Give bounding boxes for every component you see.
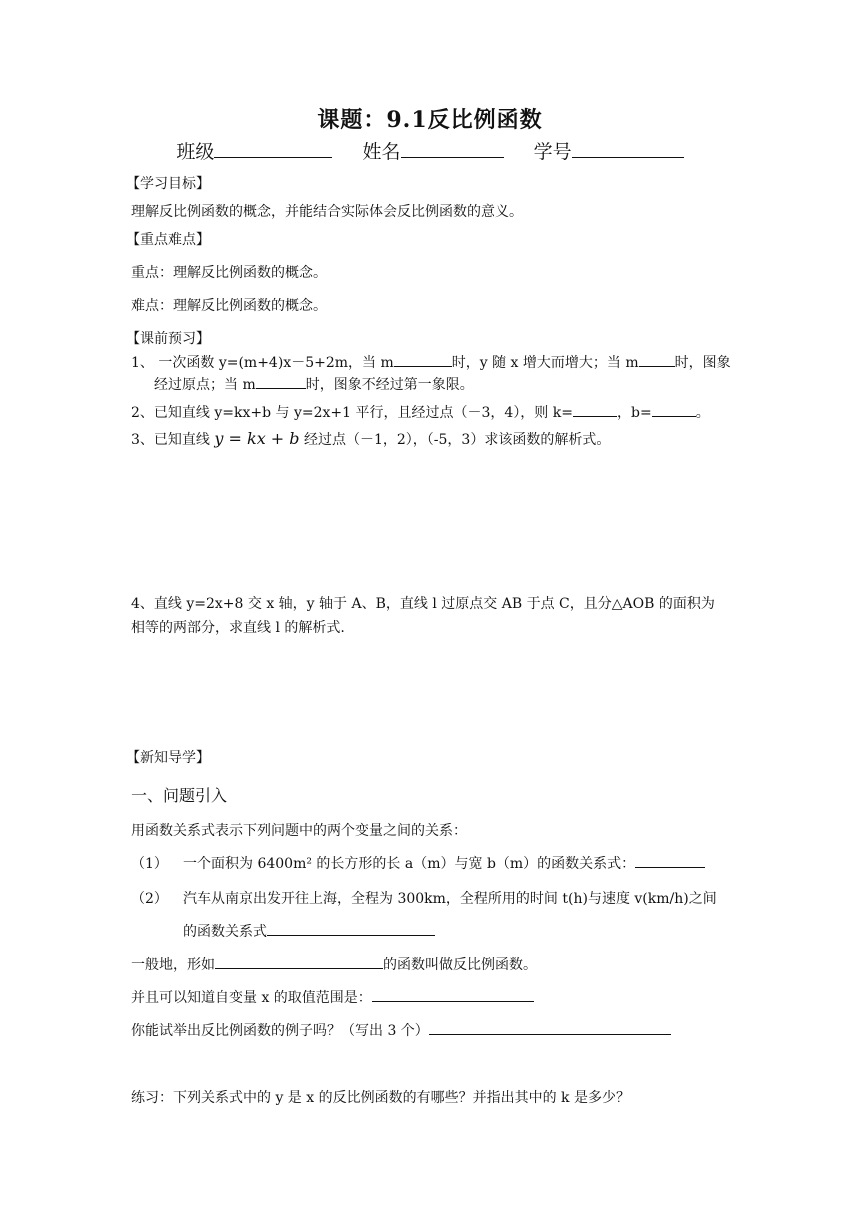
exercise-text: 练习：下列关系式中的 y 是 x 的反比例函数的有哪些？并指出其中的 k 是多少？ (131, 1090, 630, 1106)
q2-blank-b[interactable] (652, 404, 696, 417)
name-blank[interactable] (401, 140, 504, 158)
number-label: 学号 (533, 141, 572, 163)
range-line (131, 987, 534, 1007)
range-text: 并且可以知道自变量 x 的取值范围是： (131, 990, 372, 1006)
q3-text-b: 经过点（－1，2），（-5，3）求该函数的解析式。 (303, 432, 611, 448)
q2-text-a: 2、已知直线 y=kx+b 与 y=2x+1 平行，且经过点（－3，4），则 k= (131, 405, 573, 421)
p1-blank[interactable] (635, 855, 705, 868)
question-3 (131, 428, 610, 451)
class-blank[interactable] (214, 140, 332, 158)
p2-text: 汽车从南京出发开往上海，全程为 300km，全程所用的时间 t(h)与速度 v(km/h)之间 (183, 891, 717, 907)
q1-blank-2[interactable] (639, 354, 675, 367)
question-4-line2: 相等的两部分，求直线 l 的解析式. (131, 620, 345, 636)
p1-number: （1） (131, 856, 168, 872)
q2-blank-k[interactable] (573, 404, 617, 417)
difficulty-point: 难点：理解反比例函数的概念。 (131, 298, 327, 314)
q2-text-c: 。 (695, 405, 710, 421)
name-label: 姓名 (362, 141, 401, 163)
question-2 (131, 402, 710, 424)
q1-blank-3[interactable] (256, 376, 306, 389)
examples-line (131, 1020, 671, 1040)
q1-text-a: 一次函数 y=(m+4)x－5+2m，当 m (158, 355, 394, 371)
general-text-a: 一般地，形如 (131, 957, 215, 973)
key-point: 重点：理解反比例函数的概念。 (131, 265, 327, 281)
page-title: 课题：9.1反比例函数 (317, 107, 543, 133)
q3-equation: y = kx + b (214, 429, 300, 448)
question-1-cont (154, 374, 474, 396)
newknowledge-heading: 【新知导学】 (126, 750, 210, 766)
problem-2 (131, 888, 717, 908)
general-text-b: 的函数叫做反比例函数。 (383, 957, 537, 973)
q1-blank-1[interactable] (394, 354, 452, 367)
problem-2-cont (183, 921, 435, 941)
q1-text-e: 时，图象不经过第一象限。 (305, 377, 474, 393)
p2-blank[interactable] (267, 923, 435, 936)
p2-number: （2） (131, 891, 168, 907)
examples-text: 你能试举出反比例函数的例子吗？（写出 3 个） (131, 1023, 429, 1039)
goals-heading: 【学习目标】 (126, 176, 210, 192)
number-blank[interactable] (572, 140, 684, 158)
general-definition (131, 954, 537, 974)
general-blank[interactable] (215, 956, 383, 969)
range-blank[interactable] (372, 989, 534, 1002)
keypoints-heading: 【重点难点】 (126, 232, 210, 248)
student-info-line (0, 137, 860, 164)
section-1-title: 一、问题引入 (131, 786, 228, 805)
class-label: 班级 (176, 141, 215, 163)
problem-1 (131, 853, 705, 873)
q2-text-b: ，b= (616, 405, 652, 421)
p1-text: 一个面积为 6400m² 的长方形的长 a（m）与宽 b（m）的函数关系式： (183, 856, 636, 872)
intro-text: 用函数关系式表示下列问题中的两个变量之间的关系： (131, 823, 467, 839)
q1-text-d: 经过原点；当 m (154, 377, 256, 393)
q3-text-a: 3、已知直线 (131, 432, 210, 448)
goals-text: 理解反比例函数的概念，并能结合实际体会反比例函数的意义。 (131, 204, 523, 220)
question-1 (131, 352, 731, 374)
examples-blank[interactable] (429, 1022, 671, 1035)
q1-text-b: 时，y 随 x 增大而增大；当 m (451, 355, 639, 371)
question-4-line1: 4、直线 y=2x+8 交 x 轴，y 轴于 A、B，直线 l 过原点交 AB 于点 C，且分△AOB 的面积为 (131, 596, 715, 612)
p2-cont-text: 的函数关系式 (183, 924, 267, 940)
preview-heading: 【课前预习】 (126, 331, 210, 347)
q1-text-c: 时，图象 (674, 355, 731, 371)
q1-number: 1、 (131, 355, 154, 371)
